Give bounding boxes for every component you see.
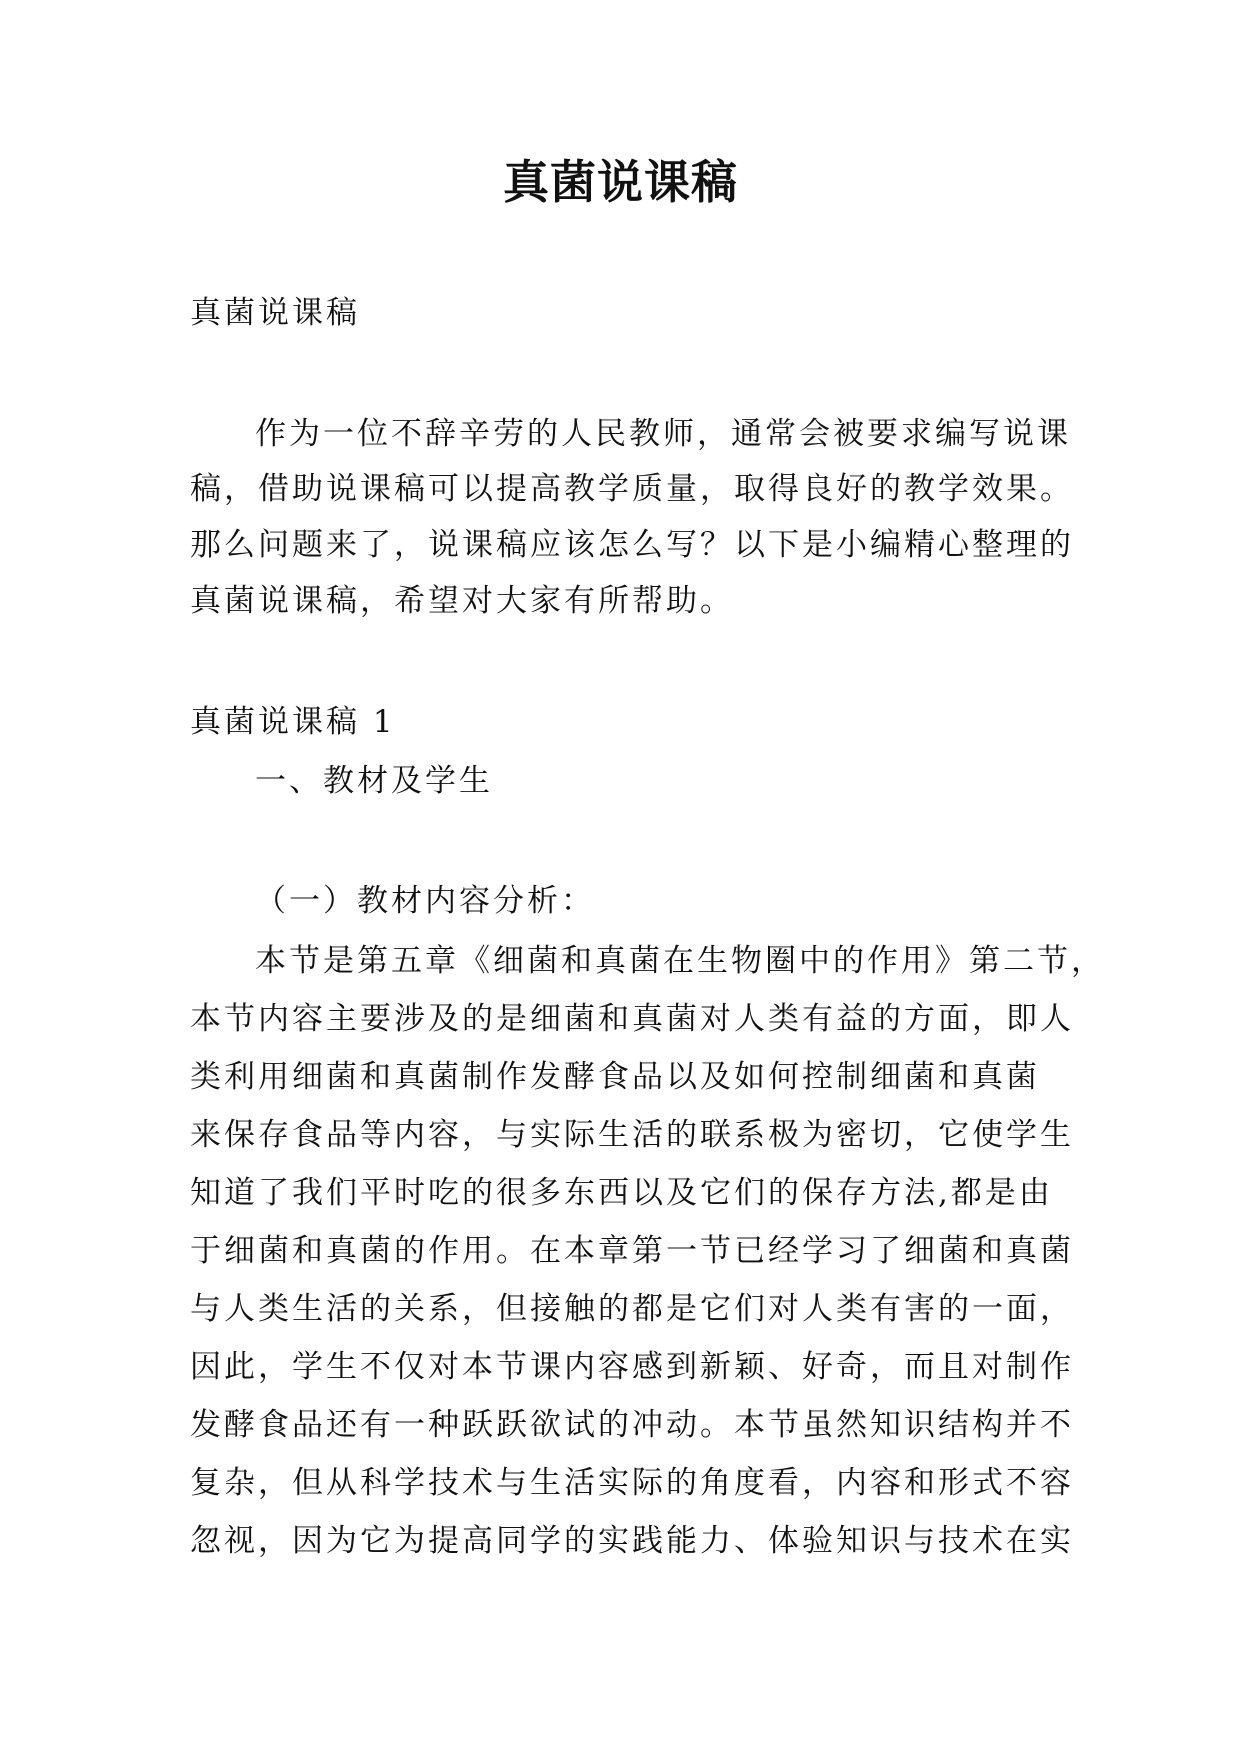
heading-content-analysis: （一）教材内容分析： — [255, 883, 595, 919]
body-line: 来保存食品等内容，与实际生活的联系极为密切，它使学生 — [190, 1117, 1074, 1153]
body-line: 本节内容主要涉及的是细菌和真菌对人类有益的方面，即人 — [190, 1001, 1074, 1037]
body-line: 类利用细菌和真菌制作发酵食品以及如何控制细菌和真菌 — [190, 1059, 1040, 1095]
document-title: 真菌说课稿 — [503, 155, 738, 209]
body-line: 忽视，因为它为提高同学的实践能力、体验知识与技术在实 — [190, 1523, 1074, 1559]
section-title: 真菌说课稿 1 — [190, 704, 396, 740]
body-line: 与人类生活的关系，但接触的都是它们对人类有害的一面， — [190, 1291, 1074, 1327]
body-line: 复杂，但从科学技术与生活实际的角度看，内容和形式不容 — [190, 1465, 1074, 1501]
intro-line: 那么问题来了，说课稿应该怎么写？以下是小编精心整理的 — [190, 527, 1074, 563]
intro-line: 真菌说课稿，希望对大家有所帮助。 — [190, 583, 734, 619]
body-line: 于细菌和真菌的作用。在本章第一节已经学习了细菌和真菌 — [190, 1233, 1074, 1269]
intro-line: 稿，借助说课稿可以提高教学质量，取得良好的教学效果。 — [190, 471, 1074, 507]
body-line: 因此，学生不仅对本节课内容感到新颖、好奇，而且对制作 — [190, 1349, 1074, 1385]
body-line: 本节是第五章《细菌和真菌在生物圈中的作用》第二节， — [255, 943, 1105, 979]
body-line: 知道了我们平时吃的很多东西以及它们的保存方法,都是由 — [190, 1175, 1053, 1211]
heading-materials-students: 一、教材及学生 — [255, 763, 493, 799]
intro-line: 作为一位不辞辛劳的人民教师，通常会被要求编写说课 — [255, 416, 1071, 452]
body-line: 发酵食品还有一种跃跃欲试的冲动。本节虽然知识结构并不 — [190, 1407, 1074, 1443]
document-subtitle: 真菌说课稿 — [190, 295, 360, 331]
